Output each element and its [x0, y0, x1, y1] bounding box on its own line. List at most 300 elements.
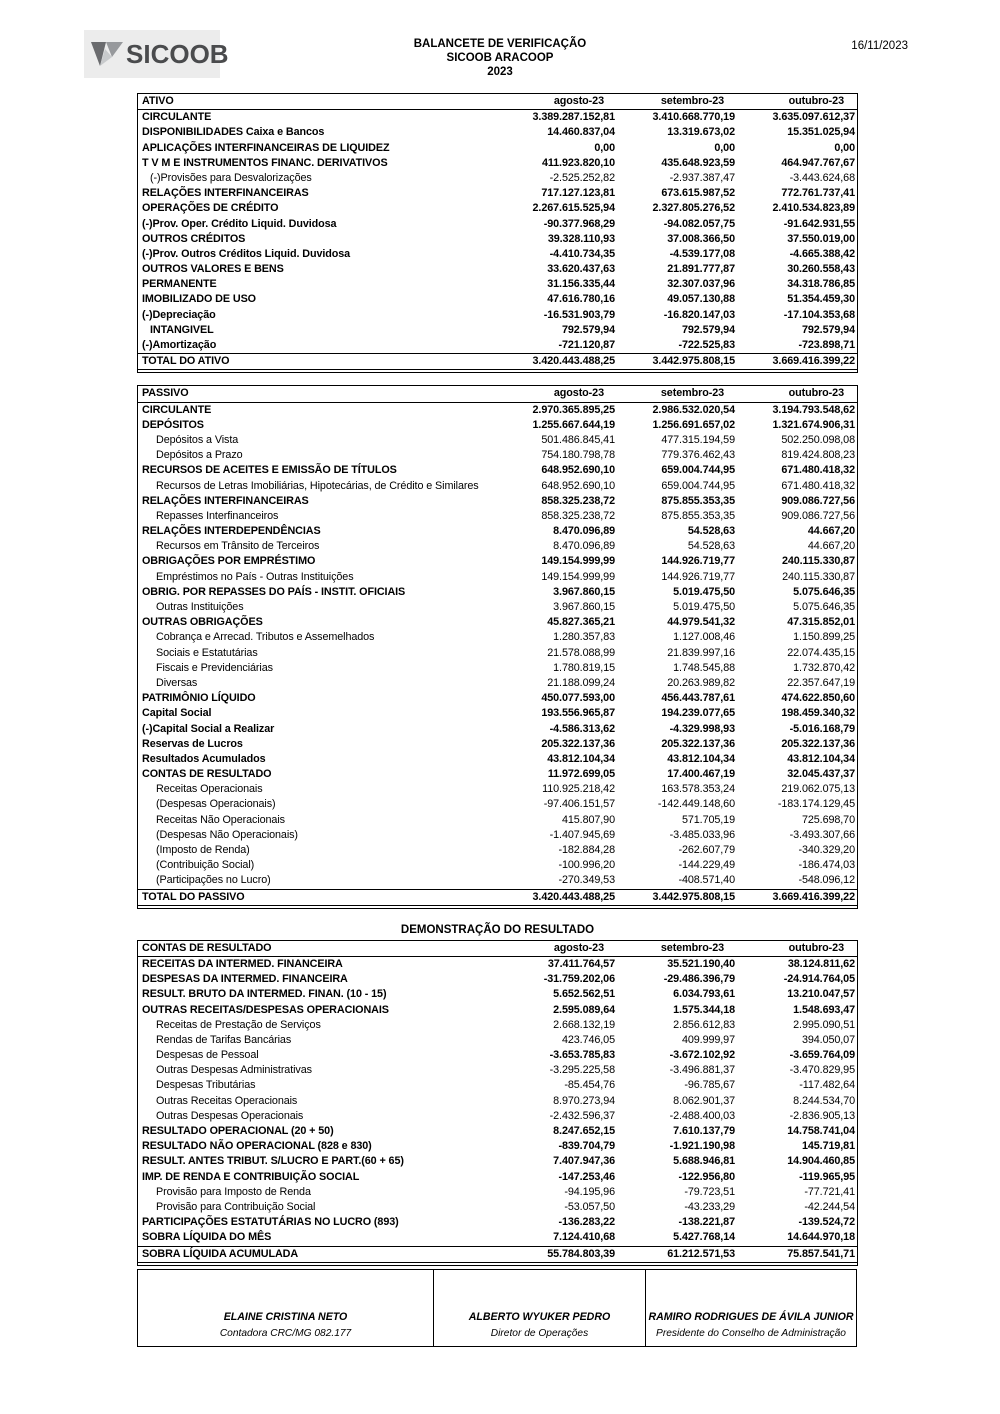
row-value: 464.947.767,67 [781, 156, 855, 169]
row-label: CIRCULANTE [142, 111, 212, 124]
row-value: 5.652.562,51 [553, 988, 615, 1001]
document-title-block [0, 37, 1000, 79]
row-value: -183.174.129,45 [777, 798, 855, 811]
row-value: 54.528,63 [687, 525, 735, 538]
table-row [138, 782, 857, 797]
row-value: 22.357.647,19 [787, 676, 855, 689]
row-value: 8.247.652,15 [553, 1125, 615, 1138]
table-row [138, 797, 857, 812]
table-row [138, 1230, 857, 1245]
row-value: 47.315.852,01 [787, 616, 855, 629]
row-value: 725.698,70 [801, 813, 855, 826]
row-value: 21.839.997,16 [667, 646, 735, 659]
table-row [138, 141, 857, 156]
table-row [138, 1018, 857, 1033]
row-value: -119.965,95 [799, 1170, 855, 1183]
row-value: -3.493.307,66 [789, 828, 855, 841]
row-value: 54.528,63 [687, 540, 735, 553]
row-value: 2.327.805.276,52 [652, 202, 735, 215]
dre-section-title: DEMONSTRAÇÃO DO RESULTADO [400, 923, 595, 936]
row-value: -270.349,53 [558, 874, 615, 887]
table-row [138, 957, 857, 972]
row-value: 3.420.443.488,25 [532, 355, 615, 368]
table-row [138, 828, 857, 843]
table-row [138, 1033, 857, 1048]
row-label: Depósitos a Prazo [156, 449, 243, 462]
table-row [138, 646, 857, 661]
table-row [138, 737, 857, 752]
row-value: -3.485.033,96 [669, 828, 735, 841]
row-label: Resultados Acumulados [142, 752, 266, 765]
row-label: RESULTADO NÃO OPERACIONAL (828 e 830) [142, 1140, 372, 1153]
row-value: 20.263.989,82 [667, 676, 735, 689]
row-value: 37.008.366,50 [667, 232, 735, 245]
row-value: -17.104.353,68 [783, 308, 855, 321]
row-value: 2.595.089,64 [553, 1003, 615, 1016]
row-value: -839.704,79 [558, 1140, 615, 1153]
table-row [138, 463, 857, 478]
table-row [138, 752, 857, 767]
row-value: 3.420.443.488,25 [532, 890, 615, 903]
row-label: OPERAÇÕES DE CRÉDITO [142, 202, 279, 215]
table-header-row [138, 386, 857, 402]
row-value: 5.075.646,35 [793, 585, 855, 598]
row-value: -2.836.905,13 [789, 1109, 855, 1122]
row-value: 1.256.691.657,02 [652, 418, 735, 431]
row-value: 673.615.987,52 [661, 187, 735, 200]
table-row [138, 323, 857, 338]
row-value: -147.253,46 [558, 1170, 615, 1183]
row-label: Outras Instituições [156, 601, 244, 614]
row-label: (-)Depreciação [142, 308, 216, 321]
signature-box [137, 1269, 434, 1347]
row-label: RESULT. ANTES TRIBUT. S/LUCRO E PART.(60 + 65) [142, 1155, 404, 1168]
table-row [138, 615, 857, 630]
column-header: outubro-23 [788, 387, 844, 400]
row-label: DESPESAS DA INTERMED. FINANCEIRA [142, 973, 348, 986]
row-value: 14.460.837,04 [547, 126, 615, 139]
row-value: -5.016.168,79 [789, 722, 855, 735]
row-value: 1.548.693,47 [793, 1003, 855, 1016]
row-value: -24.914.764,05 [783, 973, 855, 986]
row-label: OUTROS VALORES E BENS [142, 263, 284, 276]
row-value: 37.411.764,57 [547, 957, 615, 970]
row-label: (-)Amortização [142, 339, 217, 352]
table-row [138, 509, 857, 524]
column-header: outubro-23 [788, 95, 844, 108]
row-label: INTANGIVEL [150, 323, 214, 336]
row-value: 75.857.541,71 [787, 1247, 855, 1260]
row-value: 205.322.137,36 [541, 737, 615, 750]
row-value: 571.705,19 [681, 813, 735, 826]
row-label: Empréstimos no País - Outras Instituições [156, 570, 354, 583]
row-value: -2.432.596,37 [549, 1109, 615, 1122]
row-value: 3.389.287.152,81 [532, 111, 615, 124]
row-value: 8.062.901,37 [673, 1094, 735, 1107]
row-value: 858.325.238,72 [541, 494, 615, 507]
row-value: -722.525,83 [678, 339, 735, 352]
row-value: -408.571,40 [678, 874, 735, 887]
row-value: 2.267.615.525,94 [532, 202, 615, 215]
table-row [138, 630, 857, 645]
row-label: Rendas de Tarifas Bancárias [156, 1033, 292, 1046]
table-row [138, 554, 857, 569]
row-label: Outras Receitas Operacionais [156, 1094, 298, 1107]
table-row [138, 539, 857, 554]
row-value: -340.329,20 [798, 844, 855, 857]
row-label: (Participações no Lucro) [156, 874, 271, 887]
table-row [138, 201, 857, 216]
table-row [138, 1200, 857, 1215]
row-value: 45.827.365,21 [547, 616, 615, 629]
row-value: 3.635.097.612,37 [772, 111, 855, 124]
row-value: 423.746,05 [561, 1033, 615, 1046]
row-value: 501.486.845,41 [541, 433, 615, 446]
table-header-row [138, 941, 857, 957]
row-label: T V M E INSTRUMENTOS FINANC. DERIVATIVOS [142, 156, 388, 169]
row-label: TOTAL DO ATIVO [142, 355, 230, 368]
row-value: 819.424.808,23 [781, 449, 855, 462]
table-row [138, 186, 857, 201]
row-label: OUTROS CRÉDITOS [142, 232, 246, 245]
table-row [138, 418, 857, 433]
row-value: 22.074.435,15 [787, 646, 855, 659]
row-value: 13.210.047,57 [787, 988, 855, 1001]
row-value: 43.812.104,34 [667, 752, 735, 765]
signature-name: RAMIRO RODRIGUES DE ÁVILA JUNIOR [648, 1310, 854, 1323]
row-value: 61.212.571,53 [667, 1247, 735, 1260]
signature-role: Contadora CRC/MG 082.177 [219, 1327, 352, 1339]
row-label: APLICAÇÕES INTERFINANCEIRAS DE LIQUIDEZ [142, 141, 390, 154]
row-label: Receitas Não Operacionais [156, 813, 285, 826]
row-value: -4.586.313,62 [549, 722, 615, 735]
table-row [138, 217, 857, 232]
table-row [138, 706, 857, 721]
row-value: -96.785,67 [684, 1079, 735, 1092]
row-value: 1.748.545,88 [673, 661, 735, 674]
row-value: 38.124.811,62 [787, 957, 855, 970]
row-label: PATRIMÔNIO LÍQUIDO [142, 692, 256, 705]
row-value: 39.328.110,93 [547, 232, 615, 245]
row-value: 792.579,94 [681, 323, 735, 336]
row-value: -79.723,51 [684, 1185, 735, 1198]
row-value: 240.115.330,87 [781, 555, 855, 568]
row-value: -3.659.764,09 [789, 1049, 855, 1062]
row-value: 502.250.098,08 [781, 433, 855, 446]
row-value: 44.667,20 [807, 540, 855, 553]
row-value: 8.970.273,94 [553, 1094, 615, 1107]
row-value: 44.667,20 [807, 525, 855, 538]
row-value: 193.556.965,87 [541, 707, 615, 720]
table-row [138, 1124, 857, 1139]
row-label: Receitas Operacionais [156, 783, 263, 796]
row-value: -548.096,12 [798, 874, 855, 887]
signature-role: Diretor de Operações [490, 1327, 589, 1339]
row-label: TOTAL DO PASSIVO [142, 890, 245, 903]
row-value: 792.579,94 [801, 323, 855, 336]
row-label: (-)Capital Social a Realizar [142, 722, 275, 735]
row-value: 659.004.744,95 [661, 479, 735, 492]
table-row [138, 1139, 857, 1154]
row-value: 5.075.646,35 [793, 601, 855, 614]
row-value: -91.642.931,55 [783, 217, 855, 230]
row-value: 858.325.238,72 [541, 509, 615, 522]
row-value: -4.539.177,08 [669, 247, 735, 260]
row-value: 145.719,81 [801, 1140, 855, 1153]
column-header: outubro-23 [788, 941, 844, 954]
table-row [138, 448, 857, 463]
row-value: 779.376.462,43 [661, 449, 735, 462]
row-value: 14.904.460,85 [787, 1155, 855, 1168]
row-value: 5.019.475,50 [673, 601, 735, 614]
row-value: 5.427.768,14 [673, 1231, 735, 1244]
row-label: (Imposto de Renda) [156, 844, 250, 857]
row-value: -1.407.945,69 [549, 828, 615, 841]
row-label: RELAÇÕES INTERFINANCEIRAS [142, 494, 309, 507]
row-value: 7.124.410,68 [553, 1231, 615, 1244]
row-label: (-)Provisões para Desvalorizações [150, 171, 312, 184]
row-value: 8.470.096,89 [553, 540, 615, 553]
row-value: 144.926.719,77 [661, 555, 735, 568]
table-row [138, 308, 857, 323]
table-row [138, 277, 857, 292]
row-value: 1.780.819,15 [553, 661, 615, 674]
table-row [138, 873, 857, 888]
row-value: 435.648.923,59 [661, 156, 735, 169]
row-value: 456.443.787,61 [661, 692, 735, 705]
table-row [138, 1109, 857, 1124]
row-value: 5.688.946,81 [673, 1155, 735, 1168]
row-value: 32.045.437,37 [787, 768, 855, 781]
table-row [138, 1185, 857, 1200]
row-label: Recursos em Trânsito de Terceiros [156, 540, 320, 553]
row-label: PARTICIPAÇÕES ESTATUTÁRIAS NO LUCRO (893) [142, 1216, 399, 1229]
row-value: 163.578.353,24 [661, 783, 735, 796]
row-value: 909.086.727,56 [781, 494, 855, 507]
row-value: -29.486.396,79 [663, 973, 735, 986]
row-label: RECEITAS DA INTERMED. FINANCEIRA [142, 957, 343, 970]
row-value: 2.410.534.823,89 [772, 202, 855, 215]
table-row [138, 691, 857, 706]
table-row [138, 843, 857, 858]
table-row [138, 433, 857, 448]
row-value: -3.672.102,92 [669, 1049, 735, 1062]
table-row [138, 722, 857, 737]
row-value: 44.979.541,32 [667, 616, 735, 629]
table-row [138, 767, 857, 782]
table-row [138, 338, 857, 353]
row-label: RELAÇÕES INTERDEPENDÊNCIAS [142, 525, 321, 538]
table-row [138, 292, 857, 307]
row-label: Cobrança e Arrecad. Tributos e Assemelhados [156, 631, 375, 644]
row-value: 648.952.690,10 [541, 464, 615, 477]
row-value: 144.926.719,77 [661, 570, 735, 583]
row-value: 5.019.475,50 [673, 585, 735, 598]
row-value: 3.442.975.808,15 [652, 355, 735, 368]
column-header: agosto-23 [553, 941, 604, 954]
row-label: Reservas de Lucros [142, 737, 243, 750]
row-value: 110.925.218,42 [542, 783, 615, 796]
row-value: 17.400.467,19 [667, 768, 735, 781]
row-value: -3.496.881,37 [669, 1064, 735, 1077]
row-value: 32.307.037,96 [667, 278, 735, 291]
row-value: 6.034.793,61 [673, 988, 735, 1001]
row-value: 0,00 [594, 141, 615, 154]
row-label: Capital Social [142, 707, 212, 720]
row-label: Fiscais e Previdenciárias [156, 661, 273, 674]
row-value: 411.923.820,10 [541, 156, 615, 169]
row-value: 3.410.668.770,19 [652, 111, 735, 124]
row-value: 35.521.190,40 [667, 957, 735, 970]
table-header-row [138, 94, 857, 110]
row-value: 3.669.416.399,22 [772, 890, 855, 903]
row-label: (Despesas Não Operacionais) [156, 828, 298, 841]
logo-text: SICOOB [126, 38, 229, 69]
row-label: RESULT. BRUTO DA INTERMED. FINAN. (10 - 15) [142, 988, 387, 1001]
table-row [138, 171, 857, 186]
table-row [138, 987, 857, 1002]
row-value: -4.410.734,35 [549, 247, 615, 260]
row-label: PERMANENTE [142, 278, 217, 291]
table-row [138, 125, 857, 140]
row-value: 21.891.777,87 [667, 263, 735, 276]
table-row [138, 156, 857, 171]
row-label: Outras Despesas Administrativas [156, 1064, 312, 1077]
row-value: -53.057,50 [564, 1200, 615, 1213]
signature-box [645, 1269, 857, 1347]
row-value: 474.622.850,60 [781, 692, 855, 705]
row-value: -3.443.624,68 [789, 171, 855, 184]
row-value: -94.082.057,75 [663, 217, 735, 230]
row-label: RESULTADO OPERACIONAL (20 + 50) [142, 1125, 334, 1138]
row-value: -1.921.190,98 [669, 1140, 735, 1153]
row-value: 49.057.130,88 [667, 293, 735, 306]
signature-box [433, 1269, 646, 1347]
row-value: 671.480.418,32 [781, 479, 855, 492]
row-value: 21.188.099,24 [547, 676, 615, 689]
row-value: 31.156.335,44 [547, 278, 615, 291]
row-value: 14.644.970,18 [787, 1231, 855, 1244]
row-value: -94.195,96 [564, 1185, 615, 1198]
row-label: IMP. DE RENDA E CONTRIBUIÇÃO SOCIAL [142, 1170, 360, 1183]
table-row [138, 1170, 857, 1185]
row-value: -723.898,71 [798, 339, 855, 352]
row-value: 450.077.593,00 [541, 692, 615, 705]
row-label: SOBRA LÍQUIDA DO MÊS [142, 1231, 272, 1244]
row-value: -100.996,20 [558, 859, 615, 872]
row-value: -4.329.998,93 [669, 722, 735, 735]
table-row [138, 813, 857, 828]
column-header: setembro-23 [660, 95, 724, 108]
row-value: 2.668.132,19 [553, 1018, 615, 1031]
document-title: BALANCETE DE VERIFICAÇÃO [413, 38, 587, 50]
row-value: 15.351.025,94 [787, 126, 855, 139]
row-value: 909.086.727,56 [781, 509, 855, 522]
row-label: Depósitos a Vista [156, 433, 239, 446]
table-row [138, 479, 857, 494]
column-header: agosto-23 [553, 387, 604, 400]
row-value: -85.454,76 [564, 1079, 615, 1092]
row-value: -138.221,87 [678, 1216, 735, 1229]
row-value: 149.154.999,99 [541, 570, 615, 583]
table-row [138, 1215, 857, 1230]
document-subtitle: SICOOB ARACOOP [446, 52, 554, 64]
row-value: -139.524,72 [798, 1216, 855, 1229]
row-value: -2.488.400,03 [669, 1109, 735, 1122]
document-year: 2023 [487, 66, 513, 78]
row-value: 2.986.532.020,54 [652, 403, 735, 416]
table-row [138, 858, 857, 873]
row-label: OUTRAS RECEITAS/DESPESAS OPERACIONAIS [142, 1003, 389, 1016]
row-value: 3.669.416.399,22 [772, 355, 855, 368]
row-value: 55.784.803,39 [547, 1247, 615, 1260]
row-label: (-)Prov. Oper. Crédito Liquid. Duvidosa [142, 217, 337, 230]
row-value: -3.295.225,58 [549, 1064, 615, 1077]
row-value: 659.004.744,95 [661, 464, 735, 477]
row-value: 11.972.699,05 [547, 768, 615, 781]
total-row [138, 889, 857, 906]
column-header: setembro-23 [660, 941, 724, 954]
table-row [138, 676, 857, 691]
row-value: 8.244.534,70 [793, 1094, 855, 1107]
row-value: 2.970.365.895,25 [532, 403, 615, 416]
row-value: 1.575.344,18 [673, 1003, 735, 1016]
table-row [138, 262, 857, 277]
signature-name: ELAINE CRISTINA NETO [223, 1310, 348, 1323]
row-value: -2.937.387,47 [669, 171, 735, 184]
row-value: 875.855.353,35 [661, 509, 735, 522]
row-label: (Despesas Operacionais) [156, 798, 276, 811]
row-value: -186.474,03 [798, 859, 855, 872]
row-value: 875.855.353,35 [661, 494, 735, 507]
row-label: CIRCULANTE [142, 403, 212, 416]
row-value: -31.759.202,06 [543, 973, 615, 986]
row-value: -16.531.903,79 [543, 308, 615, 321]
row-value: 219.062.075,13 [781, 783, 855, 796]
row-label: Recursos de Letras Imobiliárias, Hipotecárias, de Crédito e Similares [156, 479, 479, 492]
row-label: Despesas Tributárias [156, 1079, 256, 1092]
row-value: -182.884,28 [558, 844, 615, 857]
table-header-label: ATIVO [142, 95, 174, 108]
row-value: 47.616.780,16 [547, 293, 615, 306]
row-value: 415.807,90 [561, 813, 615, 826]
row-value: 2.856.612,83 [673, 1018, 735, 1031]
row-value: 3.967.860,15 [553, 585, 615, 598]
row-value: 205.322.137,36 [661, 737, 735, 750]
row-value: -97.406.151,57 [543, 798, 615, 811]
row-value: 394.050,07 [801, 1033, 855, 1046]
row-value: 51.354.459,30 [787, 293, 855, 306]
table-row [138, 1048, 857, 1063]
row-value: 149.154.999,99 [541, 555, 615, 568]
row-value: -142.449.148,60 [657, 798, 735, 811]
row-value: 34.318.786,85 [787, 278, 855, 291]
row-value: 717.127.123,81 [541, 187, 615, 200]
row-label: Receitas de Prestação de Serviços [156, 1018, 321, 1031]
total-row [138, 1246, 857, 1263]
row-value: -3.653.785,83 [549, 1049, 615, 1062]
row-value: 7.407.947,36 [553, 1155, 615, 1168]
row-label: (-)Prov. Outros Créditos Liquid. Duvidosa [142, 247, 351, 260]
signature-name: ALBERTO WYUKER PEDRO [468, 1310, 611, 1323]
table-row [138, 661, 857, 676]
table-row [138, 403, 857, 418]
table-row [138, 110, 857, 125]
row-value: 21.578.088,99 [547, 646, 615, 659]
ativo-table [137, 93, 858, 373]
row-label: (Contribuição Social) [156, 859, 255, 872]
row-value: 772.761.737,41 [781, 187, 855, 200]
